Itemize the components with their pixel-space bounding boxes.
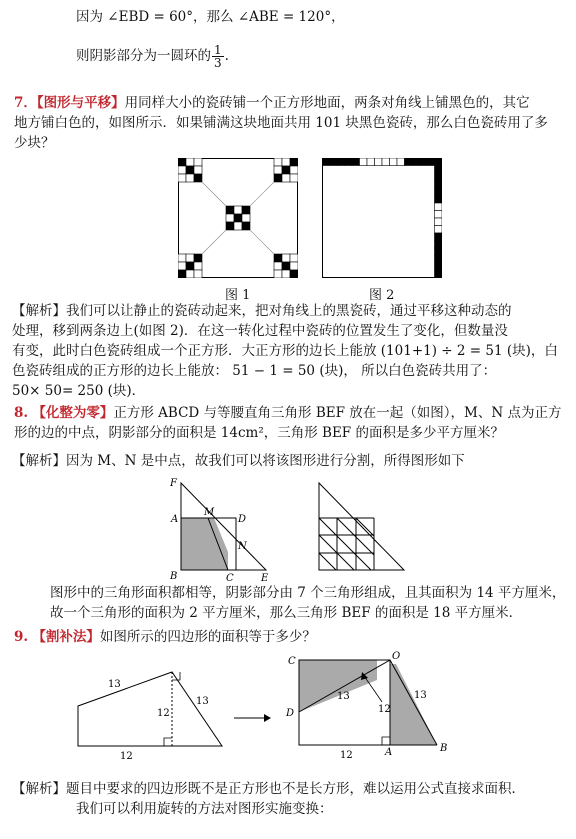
fig1-tile	[282, 158, 290, 166]
fig1-tile	[234, 214, 242, 222]
q8-figure-left	[168, 474, 276, 582]
fig2-tile	[420, 158, 428, 166]
fig1-tile	[242, 222, 250, 230]
fig2-tile	[360, 158, 368, 166]
fig2-tile	[435, 271, 443, 279]
q8-conclusion-2: 故一个三角形的面积为 2 平方厘米，那么三角形 BEF 的面积是 18 平方厘米．	[50, 605, 523, 621]
q8-subdivision-grid	[319, 518, 374, 570]
q9-label-A: A	[385, 747, 393, 758]
q9-label-B: B	[440, 743, 448, 754]
fig1-tile	[234, 222, 242, 230]
q7-analysis-line-3: 有变，此时白色瓷砖组成一个正方形．大正方形的边长上能放 (101+1) ÷ 2 = 51 (块)，白	[12, 343, 558, 359]
q9-label-12-width: 12	[120, 751, 133, 760]
q7-line-2: 地方铺白色的，如图所示．如果铺满这块地面共用 101 块黑色瓷砖，那么白色瓷砖用了多	[14, 115, 548, 131]
fig1-tile	[234, 206, 242, 214]
fig1-tile	[186, 270, 194, 278]
fig2-tile	[435, 226, 443, 234]
q8-label-C: C	[226, 573, 234, 582]
q8-label-B: B	[170, 571, 178, 582]
q8-line-1	[14, 404, 561, 422]
q8-figure-right	[306, 474, 414, 582]
q8-line-2: 形的边的中点，阴影部分的面积是 14cm²，三角形 BEF 的面积是多少平方厘米？	[14, 425, 504, 441]
fig2-tile	[435, 241, 443, 249]
q8-tag: 【化整为零】	[32, 405, 114, 421]
q8-number: 8.	[14, 405, 29, 421]
q8-grid-line	[319, 553, 336, 570]
fig2-tile	[435, 173, 443, 181]
fig1-tile	[282, 254, 290, 262]
fig1-tile	[186, 174, 194, 182]
q9-figure-right	[282, 650, 457, 760]
q8-conclusion-1: 图形中的三角形面积都相等，阴影部分由 7 个三角形组成，且其面积为 14 平方厘米，	[50, 585, 566, 601]
q9-shaded-top	[299, 660, 377, 712]
fig1-tile	[282, 166, 290, 174]
q8-label-A: A	[171, 514, 179, 525]
fig1-tile	[274, 262, 282, 270]
fraction-numerator: 1	[214, 43, 222, 57]
q7-analysis-line-5: 50× 50= 250 (块)．	[12, 383, 146, 399]
q7-analysis-line-4: 色瓷砖组成的正方形的边长上能放： 51 − 1 = 50 (块)， 所以白色瓷砖共用了：	[12, 363, 497, 379]
fig1-tile	[274, 158, 282, 166]
fig1-tile	[194, 270, 202, 278]
q7-line-1	[14, 94, 530, 112]
q9-label-12-height: 12	[157, 708, 170, 719]
transform-arrow-icon	[232, 712, 272, 724]
fig1-tile	[226, 222, 234, 230]
fig1-tile	[178, 158, 186, 166]
fig1-tile	[274, 270, 282, 278]
q8-label-F: F	[170, 478, 177, 489]
fig2-tile	[397, 158, 405, 166]
q9-tag: 【割补法】	[32, 629, 100, 645]
fig2-tile	[435, 233, 443, 241]
fig1-tile	[290, 166, 298, 174]
fig1-tile	[242, 206, 250, 214]
fig2-caption: 图 2	[369, 288, 395, 303]
fig2-tile	[330, 158, 338, 166]
fig1-caption: 图 1	[225, 288, 251, 303]
q8-label-E: E	[261, 573, 269, 582]
q8-analysis-label: 【解析】	[12, 453, 66, 469]
fig1-tile	[290, 174, 298, 182]
q9-right-angle	[382, 737, 390, 745]
fig2-tile	[435, 196, 443, 204]
fig2-tile	[427, 158, 435, 166]
fraction	[212, 44, 224, 69]
q7-analysis-line-2: 处理，移到两条边上(如图 2)．在这一转化过程中瓷砖的位置发生了变化，但数量没	[12, 323, 508, 339]
q9-analysis-line-1	[12, 780, 525, 798]
q9-label-O: O	[392, 651, 401, 662]
fig1-tile	[186, 254, 194, 262]
q8-grid-line	[356, 518, 374, 536]
fig1-tile	[194, 158, 202, 166]
fig2-tile	[322, 158, 330, 166]
q8-text-1: 正方形 ABCD 与等腰直角三角形 BEF 放在一起（如图），M、N 点为正方	[113, 405, 562, 421]
q9-line-1	[14, 628, 316, 646]
q9-label-13-right: 13	[196, 696, 209, 707]
fig1-tile	[194, 254, 202, 262]
fig1-tile	[274, 174, 282, 182]
fig2-tile	[435, 181, 443, 189]
fig2-tile	[345, 158, 353, 166]
fig2-tile	[435, 188, 443, 196]
fig1-tile	[282, 270, 290, 278]
q8-analysis-text: 因为 M、N 是中点，故我们可以将该图形进行分割，所得图形如下	[66, 453, 465, 469]
intro-line-2	[76, 44, 229, 69]
fig1-tile	[290, 254, 298, 262]
q8-label-M: M	[204, 507, 215, 518]
fig1-tile	[178, 254, 186, 262]
fig2-tile	[435, 263, 443, 271]
fig2-tile	[367, 158, 375, 166]
q9-number: 9.	[14, 629, 29, 645]
q9-right-12-width: 12	[340, 750, 353, 760]
q7-text-1: 用同样大小的瓷砖铺一个正方形地面，两条对角线上铺黑色的，其它	[124, 95, 530, 111]
q8-shaded-region	[181, 518, 228, 570]
fig1-tile	[274, 254, 282, 262]
q7-number: 7．	[14, 95, 37, 111]
fig2-tile	[382, 158, 390, 166]
q9-figure-left	[60, 660, 250, 760]
fig1-tile	[186, 158, 194, 166]
fig1-tile	[186, 166, 194, 174]
q9-text-1: 如图所示的四边形的面积等于多少？	[99, 629, 316, 645]
fraction-denominator: 3	[214, 56, 222, 70]
fig1-tile	[226, 214, 234, 222]
fig2-tile	[390, 158, 398, 166]
q8-triangle-outline	[319, 483, 404, 570]
fig2-tile	[337, 158, 345, 166]
fig1-tile	[178, 270, 186, 278]
fig1-tile	[194, 166, 202, 174]
fig1-tile	[290, 158, 298, 166]
tile-figure-2	[322, 158, 442, 278]
q8-label-N: N	[238, 541, 247, 552]
q9-quadrilateral	[78, 672, 222, 746]
q9-analysis-line-2: 我们可以利用旋转的方法对图形实施变换：	[76, 801, 333, 817]
fig1-tile	[274, 166, 282, 174]
fig2-tile	[405, 158, 413, 166]
fig2-tile	[435, 158, 443, 166]
q9-analysis-label: 【解析】	[12, 781, 66, 797]
q9-right-13-left: 13	[337, 691, 350, 702]
fig2-tile	[435, 248, 443, 256]
fig1-tile	[242, 214, 250, 222]
fig1-tile	[282, 262, 290, 270]
fig1-tile	[186, 262, 194, 270]
q8-label-D: D	[238, 514, 247, 525]
fig1-tile	[194, 262, 202, 270]
q9-label-C: C	[288, 656, 296, 667]
fig2-tile	[435, 218, 443, 226]
fig1-tile	[178, 262, 186, 270]
fig1-tile	[226, 206, 234, 214]
fig1-tile	[178, 174, 186, 182]
q7-analysis-text-1: 我们可以让静止的瓷砖动起来，把对角线上的黑瓷砖，通过平移这种动态的	[66, 303, 512, 319]
fig2-tile	[435, 256, 443, 264]
q9-label-D: D	[286, 708, 295, 719]
q9-right-12-height: 12	[378, 704, 391, 715]
fig2-border	[323, 159, 442, 278]
fig2-tile	[435, 203, 443, 211]
tile-figure-1	[178, 158, 298, 278]
fig1-tile	[290, 262, 298, 270]
q9-label-13-left: 13	[108, 679, 121, 690]
fig2-tile	[435, 166, 443, 174]
fig1-tile	[194, 174, 202, 182]
fig2-tile	[435, 211, 443, 219]
fig1-tile	[290, 270, 298, 278]
fig2-tile	[352, 158, 360, 166]
fig2-tile	[375, 158, 383, 166]
fig2-tile	[412, 158, 420, 166]
q9-analysis-text-1: 题目中要求的四边形既不是正方形也不是长方形，难以运用公式直接求面积．	[66, 781, 525, 797]
q7-analysis-line-1	[12, 302, 512, 320]
fig1-tile	[178, 166, 186, 174]
q7-analysis-label: 【解析】	[12, 303, 66, 319]
q8-analysis-line	[12, 452, 465, 470]
q9-right-13-right: 13	[414, 690, 427, 701]
q7-tag: 【图形与平移】	[36, 95, 125, 111]
intro-line-1: 因为 ∠EBD = 60°，那么 ∠ABE = 120°，	[76, 9, 345, 25]
fig1-tile	[282, 174, 290, 182]
intro-period: .	[224, 48, 229, 64]
q7-line-3: 少块？	[14, 135, 55, 151]
intro-text: 则阴影部分为一圆环的	[76, 48, 211, 64]
